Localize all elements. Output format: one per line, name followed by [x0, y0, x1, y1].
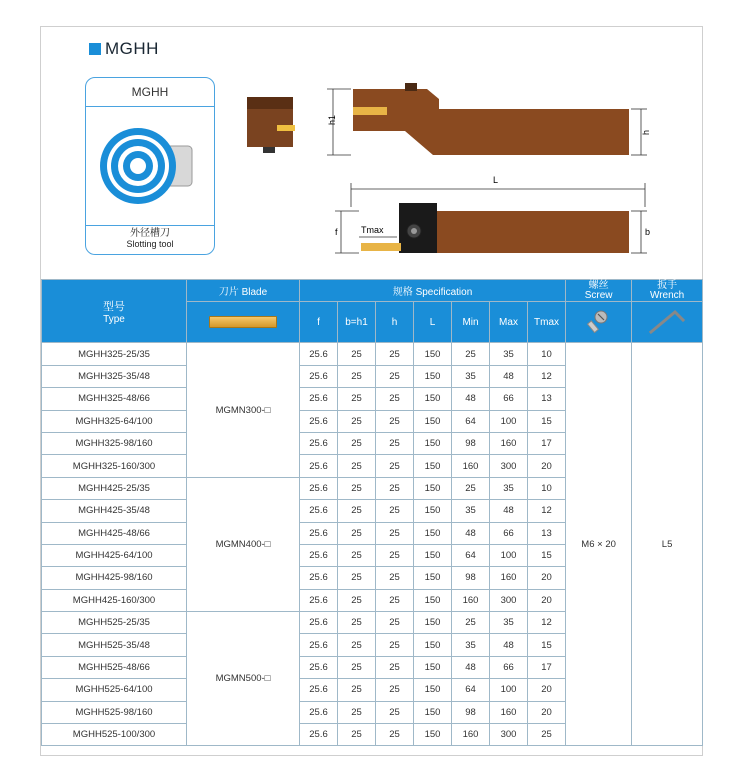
spec-cell: 25 — [376, 589, 414, 611]
screw-header: 螺丝 Screw — [566, 280, 632, 302]
spec-cell: 25.6 — [300, 500, 338, 522]
subheader-b-h1: b=h1 — [338, 302, 376, 343]
spec-cell: 10 — [528, 477, 566, 499]
spec-cell: 25.6 — [300, 388, 338, 410]
dim-Tmax-label: Tmax — [361, 225, 384, 235]
spec-cell: 64 — [452, 544, 490, 566]
spec-cell: 25 — [338, 701, 376, 723]
spec-cell: 160 — [490, 567, 528, 589]
subheader-max: Max — [490, 302, 528, 343]
spec-cell: 25 — [376, 544, 414, 566]
spec-cell: 25 — [376, 388, 414, 410]
dim-h1-label: h1 — [327, 114, 337, 125]
spec-cell: 300 — [490, 724, 528, 746]
spec-cell: 15 — [528, 634, 566, 656]
spec-cell: 48 — [490, 500, 528, 522]
spec-cell: 12 — [528, 500, 566, 522]
side-view-top — [327, 83, 651, 155]
spec-cell: 25 — [376, 724, 414, 746]
spec-cell: 25.6 — [300, 612, 338, 634]
spec-cell: 25.6 — [300, 724, 338, 746]
end-view — [247, 97, 295, 153]
type-cell: MGHH425-48/66 — [42, 522, 187, 544]
icon-box-caption: MGHH — [86, 78, 214, 107]
page-title: MGHH — [105, 39, 159, 58]
spec-cell: 35 — [490, 477, 528, 499]
blade-cell: MGMN400-□ — [187, 477, 300, 611]
type-cell: MGHH525-64/100 — [42, 679, 187, 701]
spec-cell: 25.6 — [300, 410, 338, 432]
spec-cell: 25.6 — [300, 544, 338, 566]
blade-header: 刀片 Blade — [187, 280, 300, 302]
spec-cell: 150 — [414, 567, 452, 589]
tool-drawing — [41, 27, 702, 277]
spec-cell: 25 — [376, 679, 414, 701]
spec-cell: 300 — [490, 589, 528, 611]
spec-cell: 160 — [452, 589, 490, 611]
spec-cell: 35 — [452, 634, 490, 656]
spec-cell: 25 — [376, 477, 414, 499]
type-cell: MGHH425-35/48 — [42, 500, 187, 522]
spec-cell: 25 — [338, 343, 376, 365]
spec-cell: 150 — [414, 612, 452, 634]
spec-cell: 25 — [338, 477, 376, 499]
spec-cell: 25.6 — [300, 701, 338, 723]
spec-cell: 25.6 — [300, 477, 338, 499]
spec-cell: 25 — [338, 679, 376, 701]
spec-cell: 98 — [452, 701, 490, 723]
spec-cell: 25 — [338, 544, 376, 566]
spec-cell: 20 — [528, 701, 566, 723]
spec-cell: 150 — [414, 656, 452, 678]
spec-cell: 150 — [414, 343, 452, 365]
spec-cell: 25 — [452, 612, 490, 634]
label-zh: 外径槽刀 — [130, 228, 170, 239]
spec-cell: 48 — [490, 634, 528, 656]
spec-cell: 17 — [528, 656, 566, 678]
spec-cell: 150 — [414, 500, 452, 522]
spec-cell: 25 — [338, 522, 376, 544]
spec-cell: 25 — [338, 500, 376, 522]
spec-cell: 12 — [528, 365, 566, 387]
spec-cell: 98 — [452, 432, 490, 454]
spec-cell: 25 — [376, 634, 414, 656]
spec-cell: 25 — [338, 455, 376, 477]
type-cell: MGHH425-160/300 — [42, 589, 187, 611]
spec-cell: 25.6 — [300, 589, 338, 611]
spec-cell: 66 — [490, 656, 528, 678]
spec-cell: 48 — [452, 656, 490, 678]
spec-cell: 25 — [338, 656, 376, 678]
type-cell: MGHH525-25/35 — [42, 612, 187, 634]
spec-cell: 25 — [376, 343, 414, 365]
spec-cell: 25.6 — [300, 522, 338, 544]
spec-cell: 48 — [452, 522, 490, 544]
spec-cell: 25 — [338, 634, 376, 656]
wrench-header: 扳手 Wrench — [632, 280, 703, 302]
length-dimension — [351, 175, 645, 207]
spec-cell: 25.6 — [300, 679, 338, 701]
type-cell: MGHH325-25/35 — [42, 343, 187, 365]
screw-icon — [587, 309, 611, 333]
spec-cell: 25 — [376, 612, 414, 634]
spec-cell: 100 — [490, 410, 528, 432]
subheader-L: L — [414, 302, 452, 343]
spec-cell: 25 — [338, 567, 376, 589]
catalog-sheet — [40, 26, 703, 756]
spec-cell: 20 — [528, 567, 566, 589]
spec-cell: 64 — [452, 410, 490, 432]
spec-cell: 150 — [414, 522, 452, 544]
spec-cell: 13 — [528, 388, 566, 410]
label-en: Slotting tool — [126, 239, 174, 249]
spec-cell: 25.6 — [300, 343, 338, 365]
spec-cell: 150 — [414, 477, 452, 499]
spec-cell: 25.6 — [300, 455, 338, 477]
spec-cell: 25 — [338, 432, 376, 454]
spec-cell: 20 — [528, 589, 566, 611]
subheader-min: Min — [452, 302, 490, 343]
type-cell: MGHH325-98/160 — [42, 432, 187, 454]
spec-cell: 25 — [376, 522, 414, 544]
spec-cell: 25.6 — [300, 656, 338, 678]
blade-cell: MGMN300-□ — [187, 343, 300, 477]
spec-cell: 150 — [414, 365, 452, 387]
type-cell: MGHH425-25/35 — [42, 477, 187, 499]
type-cell: MGHH425-64/100 — [42, 544, 187, 566]
subheader-f: f — [300, 302, 338, 343]
spec-cell: 160 — [452, 455, 490, 477]
blade-cell: MGMN500-□ — [187, 612, 300, 746]
spec-cell: 150 — [414, 410, 452, 432]
spec-cell: 25 — [452, 343, 490, 365]
type-header: 型号 Type — [42, 280, 187, 343]
spec-cell: 160 — [452, 724, 490, 746]
spec-cell: 25 — [376, 656, 414, 678]
spec-cell: 35 — [452, 500, 490, 522]
spec-cell: 150 — [414, 701, 452, 723]
spec-cell: 25.6 — [300, 634, 338, 656]
spec-cell: 25 — [376, 701, 414, 723]
spec-cell: 25.6 — [300, 432, 338, 454]
dim-b-label: b — [645, 227, 651, 237]
wrench-icon — [647, 308, 687, 334]
blade-insert-icon — [209, 316, 277, 328]
spec-cell: 25 — [528, 724, 566, 746]
type-cell: MGHH325-35/48 — [42, 365, 187, 387]
spec-header: 规格 Specification — [300, 280, 566, 302]
spec-cell: 25 — [338, 724, 376, 746]
spec-cell: 15 — [528, 544, 566, 566]
type-cell: MGHH525-100/300 — [42, 724, 187, 746]
spec-cell: 25 — [376, 455, 414, 477]
spec-cell: 150 — [414, 544, 452, 566]
spec-cell: 12 — [528, 612, 566, 634]
screw-icon-cell — [566, 302, 632, 343]
spec-cell: 150 — [414, 634, 452, 656]
spec-cell: 160 — [490, 432, 528, 454]
type-cell: MGHH525-98/160 — [42, 701, 187, 723]
subheader-h: h — [376, 302, 414, 343]
subheader-tmax: Tmax — [528, 302, 566, 343]
spec-cell: 10 — [528, 343, 566, 365]
spec-cell: 66 — [490, 522, 528, 544]
spec-cell: 25 — [376, 500, 414, 522]
type-cell: MGHH325-160/300 — [42, 455, 187, 477]
spec-cell: 150 — [414, 724, 452, 746]
type-cell: MGHH525-35/48 — [42, 634, 187, 656]
spec-cell: 48 — [452, 388, 490, 410]
spec-cell: 25 — [338, 612, 376, 634]
spec-cell: 35 — [490, 343, 528, 365]
type-cell: MGHH325-48/66 — [42, 388, 187, 410]
spec-cell: 25 — [338, 388, 376, 410]
spec-cell: 98 — [452, 567, 490, 589]
spec-cell: 25.6 — [300, 365, 338, 387]
spec-cell: 25.6 — [300, 567, 338, 589]
dim-L-label: L — [493, 175, 499, 185]
type-cell: MGHH525-48/66 — [42, 656, 187, 678]
screw-value-cell: M6 × 20 — [566, 343, 632, 746]
spec-table — [41, 279, 703, 746]
spec-cell: 150 — [414, 432, 452, 454]
blade-image-cell — [187, 302, 300, 343]
spec-cell: 150 — [414, 388, 452, 410]
spec-cell: 66 — [490, 388, 528, 410]
spec-cell: 25 — [376, 567, 414, 589]
spec-cell: 150 — [414, 589, 452, 611]
type-cell: MGHH325-64/100 — [42, 410, 187, 432]
spec-cell: 64 — [452, 679, 490, 701]
type-cell: MGHH425-98/160 — [42, 567, 187, 589]
spec-body — [42, 343, 703, 746]
spec-cell: 25 — [376, 365, 414, 387]
wrench-icon-cell — [632, 302, 703, 343]
spec-cell: 25 — [338, 365, 376, 387]
spec-cell: 25 — [452, 477, 490, 499]
spec-cell: 150 — [414, 455, 452, 477]
spec-cell: 100 — [490, 544, 528, 566]
spec-cell: 17 — [528, 432, 566, 454]
spec-cell: 160 — [490, 701, 528, 723]
spec-cell: 20 — [528, 679, 566, 701]
spec-cell: 48 — [490, 365, 528, 387]
dim-h-label: h — [641, 129, 651, 135]
spec-cell: 35 — [452, 365, 490, 387]
spec-cell: 150 — [414, 679, 452, 701]
dim-f-label: f — [335, 227, 338, 237]
spec-cell: 25 — [376, 432, 414, 454]
side-view-bottom — [335, 203, 650, 253]
spec-cell: 25 — [338, 589, 376, 611]
spec-cell: 20 — [528, 455, 566, 477]
table-row — [42, 343, 703, 365]
spec-cell: 25 — [338, 410, 376, 432]
spec-cell: 100 — [490, 679, 528, 701]
spec-cell: 35 — [490, 612, 528, 634]
spec-cell: 15 — [528, 410, 566, 432]
spec-cell: 13 — [528, 522, 566, 544]
spec-cell: 300 — [490, 455, 528, 477]
spec-cell: 25 — [376, 410, 414, 432]
wrench-value-cell: L5 — [632, 343, 703, 746]
